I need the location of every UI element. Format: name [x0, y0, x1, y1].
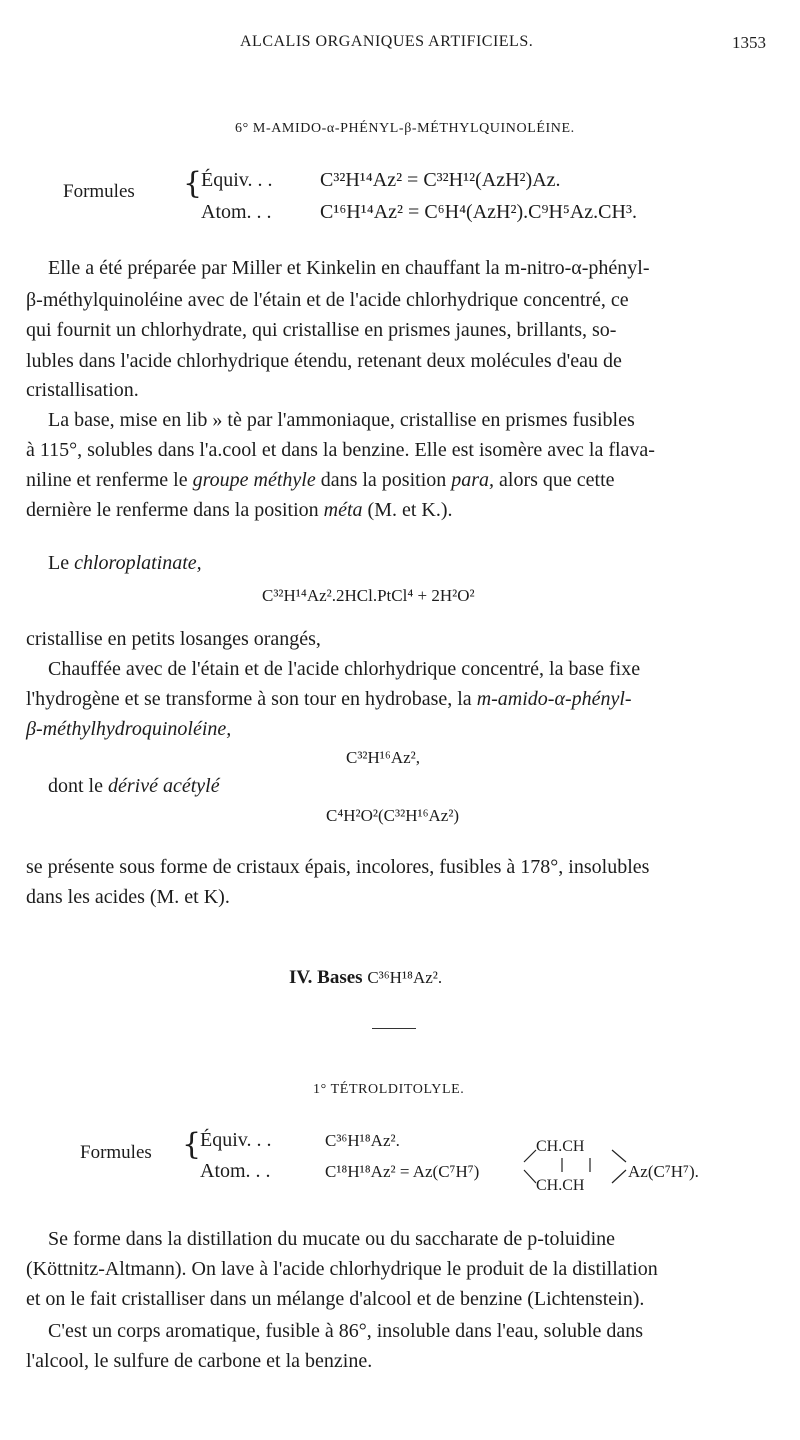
- struct-bottom-label: CH.CH: [536, 1177, 585, 1194]
- text-line: l'alcool, le sulfure de carbone et la benzine.: [26, 1350, 373, 1372]
- text-line: se présente sous forme de cristaux épais, incolores, fusibles à 178°, insolubles: [26, 856, 650, 878]
- text-line: et on le fait cristalliser dans un mélange d'alcool et de benzine (Lichtenstein).: [26, 1288, 645, 1310]
- italic-term: dérivé acétylé: [108, 775, 220, 797]
- italic-term: méta: [323, 499, 363, 521]
- text-line: [26, 718, 231, 741]
- text-line: Elle a été préparée par Miller et Kinkelin en chauffant la m-nitro-α-phényl-: [48, 257, 650, 279]
- italic-term: groupe méthyle: [192, 469, 316, 491]
- text-line: à 115°, solubles dans l'a.cool et dans la benzine. Elle est isomère avec la flava-: [26, 439, 655, 461]
- hydrobase-formula: C³²H¹⁶Az²,: [346, 748, 421, 767]
- text-line: qui fournit un chlorhydrate, qui cristallise en prismes jaunes, brillants, so-: [26, 319, 617, 341]
- text-line: dernière le renferme dans la position méta (M. et K.).: [26, 499, 453, 521]
- italic-term: para,: [451, 469, 495, 491]
- text-line: cristallisation.: [26, 379, 139, 401]
- page-number: 1353: [732, 33, 766, 52]
- text-line: niline et renferme le groupe méthyle dans la position para, alors que cette: [26, 469, 615, 491]
- text-line: dont le dérivé acétylé: [48, 775, 220, 797]
- italic-term: m-amido-α-phényl-: [476, 688, 632, 710]
- text-line: lubles dans l'acide chlorhydrique étendu, retenant deux molécules d'eau de: [26, 350, 622, 372]
- text-line: Chauffée avec de l'étain et de l'acide chlorhydrique concentré, la base fixe: [48, 658, 641, 680]
- text-line: l'hydrogène et se transforme à son tour en hydrobase, la m-amido-α-phényl-: [26, 688, 632, 710]
- struct-top-label: CH.CH: [536, 1138, 585, 1155]
- running-header: ALCALIS ORGANIQUES ARTIFICIELS.: [240, 33, 534, 50]
- atom-formula: C¹⁶H¹⁴Az² = C⁶H⁴(AzH²).C⁹H⁵Az.CH³.: [320, 201, 637, 223]
- struct-end-label: Az(C⁷H⁷).: [628, 1162, 699, 1181]
- left-brace: {: [182, 1127, 202, 1162]
- italic-term: β-méthylhydroquinoléine,: [26, 718, 232, 740]
- left-brace: {: [183, 166, 203, 201]
- equiv-formula: C³⁶H¹⁸Az².: [325, 1131, 400, 1150]
- chloroplatinate-formula: C³²H¹⁴Az².2HCl.PtCl⁴ + 2H²O²: [262, 586, 475, 605]
- text-line: dans les acides (M. et K).: [26, 886, 230, 908]
- sub-heading: 1° TÉTROLDITOLYLE.: [313, 1082, 465, 1097]
- section-title: IV. Bases C³⁶H¹⁸Az².: [289, 967, 443, 988]
- acetyl-formula: C⁴H²O²(C³²H¹⁶Az²): [326, 806, 460, 825]
- text-line: (Köttnitz-Altmann). On lave à l'acide chlorhydrique le produit de la distillation: [26, 1258, 658, 1280]
- equiv-formula: C³²H¹⁴Az² = C³²H¹²(AzH²)Az.: [320, 169, 561, 191]
- divider: [372, 1028, 416, 1029]
- equiv-label: Équiv. . .: [201, 169, 273, 191]
- text-line: C'est un corps aromatique, fusible à 86°, insoluble dans l'eau, soluble dans: [48, 1320, 644, 1342]
- atom-formula: C¹⁸H¹⁸Az² = Az(C⁷H⁷): [325, 1162, 480, 1181]
- text-line: cristallise en petits losanges orangés,: [26, 628, 321, 650]
- text-line: Se forme dans la distillation du mucate ou du saccharate de p-toluidine: [48, 1228, 616, 1250]
- equiv-label: Équiv. . .: [200, 1129, 272, 1151]
- italic-term: chloroplatinate,: [74, 552, 202, 574]
- atom-label: Atom. . .: [200, 1160, 271, 1182]
- text-line: β-méthylquinoléine avec de l'étain et de l'acide chlorhydrique concentré, ce: [26, 289, 629, 311]
- section-heading: 6° M-AMIDO-α-PHÉNYL-β-MÉTHYLQUINOLÉINE.: [235, 121, 575, 136]
- atom-label: Atom. . .: [201, 201, 272, 223]
- formulas-label: Formules: [63, 181, 135, 202]
- formulas-label: Formules: [80, 1142, 152, 1163]
- text-line: Le chloroplatinate,: [48, 552, 202, 574]
- text-line: La base, mise en lib » tè par l'ammoniaque, cristallise en prismes fusibles: [48, 409, 635, 431]
